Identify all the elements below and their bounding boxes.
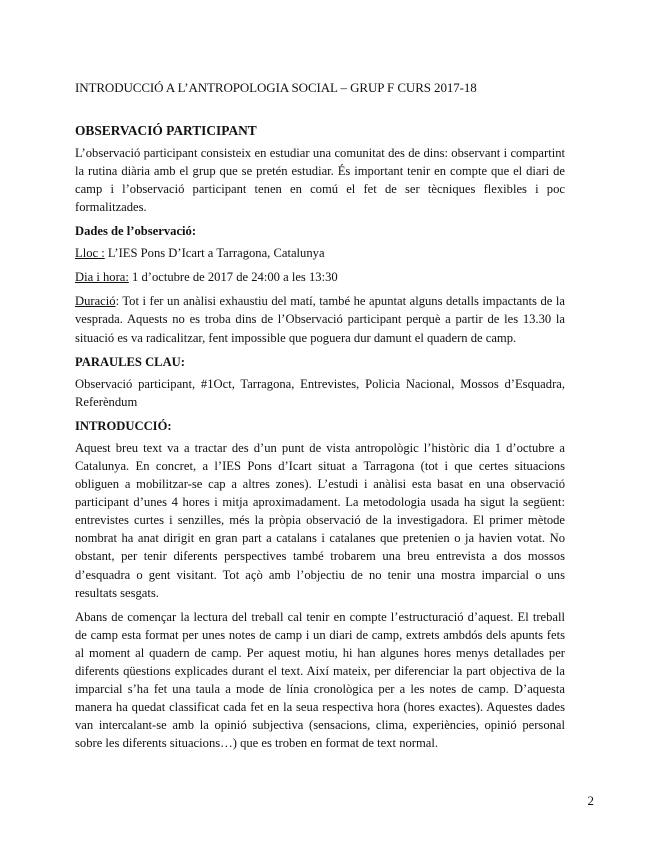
course-title: INTRODUCCIÓ A L’ANTROPOLOGIA SOCIAL – GRUP F CURS 2017-18 xyxy=(75,80,477,95)
duration-value: : Tot i fer un anàlisi exhaustiu del matí, també he apuntat alguns detalls impactants de la vesprada. Aquests no es troba dins de l’Observació participant perquè a partir de les 13.30 la situació es va radicalitzar, fent impossible que poguera dur damunt el quadern de camp. xyxy=(75,294,565,345)
introduction-heading: INTRODUCCIÓ: xyxy=(75,418,172,433)
page-content xyxy=(75,122,565,758)
duration-paragraph xyxy=(75,292,565,346)
introduction-paragraph-2: Abans de començar la lectura del treball cal tenir en compte l’estructuració d’aquest. El treball de camp esta format per unes notes de camp i un diari de camp, extrets ambdós dels apunts fets al moment al quadern de camp. Per aquest motiu, hi han algunes hores menys detallades per diferents qüestions explicades durant el text. Així mateix, per diferenciar la part objectiva de la imparcial s’ha fet una taula a mode de línia cronològica per a les notes de camp. D’aquesta manera ha quedat classificat cada fet en la seua respectiva hora (hores exactes). Aquestes dades van intercalant-se amb la opinió subjectiva (sensacions, clima, experiències, opinió personal sobre les diferents situacions…) que es troben en format de text normal. xyxy=(75,609,565,751)
section-title: OBSERVACIÓ PARTICIPANT xyxy=(75,123,257,138)
section-intro-paragraph: L’observació participant consisteix en estudiar una comunitat des de dins: observant i compartint la rutina diària amb el grup que se pretén estudiar. És important tenir en compte que el diari de camp i l’observació participant tenen en comú el fet de ser tècniques flexibles i poc formalitzades. xyxy=(75,146,565,215)
keywords-text: Observació participant, #1Oct, Tarragona, Entrevistes, Policia Nacional, Mossos d’Esquadra, Referèndum xyxy=(75,376,565,409)
keywords-heading: PARAULES CLAU: xyxy=(75,354,185,369)
time-label: Dia i hora: xyxy=(75,270,129,285)
duration-label: Duració xyxy=(75,294,116,309)
introduction-paragraph-1: Aquest breu text va a tractar des d’un punt de vista antropològic l’històric dia 1 d’octubre a Catalunya. En concret, a l’IES Pons d’Icart situat a Tarragona (tot i que certes situacions obliguen a mobilitzar-se cap a altres zones). L’estudi i anàlisi esta basat en una observació participant d’unes 4 hores i mitja aproximadament. La metodologia usada ha sigut la següent: entrevistes curtes i senzilles, més la pròpia observació de la investigadora. El primer mètode nombrat ha anat dirigit en gran part a catalans i catalanes que pretenien o ja havien votat. No obstant, per tenir diferents perspectives també trobarem una breu entrevista a dos mossos d’esquadra o gent visitant. Tot açò amb l’objectiu de no tenir una mostra imparcial o uns resultats sesgats. xyxy=(75,440,565,600)
page-number: 2 xyxy=(587,793,594,808)
observation-heading: Dades de l’observació: xyxy=(75,224,197,239)
time-row xyxy=(75,268,565,286)
place-label: Lloc : xyxy=(75,246,105,261)
time-value: 1 d’octubre de 2017 de 24:00 a les 13:30 xyxy=(128,270,338,285)
place-row xyxy=(75,244,565,262)
place-value: L’IES Pons D’Icart a Tarragona, Catalunya xyxy=(104,246,325,261)
